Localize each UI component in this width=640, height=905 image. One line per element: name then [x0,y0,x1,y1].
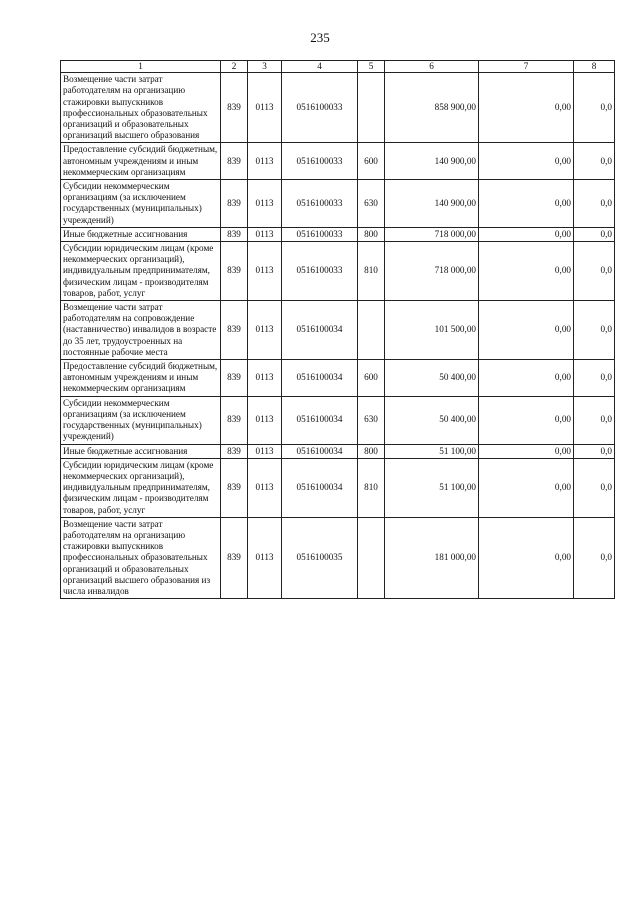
expense-type-cell: 630 [358,180,385,228]
amount-3-cell: 0,0 [574,143,615,180]
amount-2-cell: 0,00 [479,396,574,444]
column-header: 8 [574,61,615,73]
row-name-cell: Возмещение части затрат работодателям на организацию стажировки выпускников профессиональных образовательных организаций и образовательных организаций высшего образования из числа инвалидов [61,517,221,598]
row-name-cell: Возмещение части затрат работодателям на сопровождение (наставничество) инвалидов в возрасте до 35 лет, трудоустроенных на постоянные рабочие места [61,301,221,360]
table-row [61,458,615,517]
admin-code-cell: 839 [221,444,248,458]
expense-type-cell: 810 [358,242,385,301]
amount-2-cell: 0,00 [479,444,574,458]
section-code-cell: 0113 [248,396,282,444]
amount-cell: 51 100,00 [385,458,479,517]
amount-3-cell: 0,0 [574,301,615,360]
section-code-cell: 0113 [248,73,282,143]
section-code-cell: 0113 [248,227,282,241]
amount-cell: 50 400,00 [385,396,479,444]
expense-type-cell: 600 [358,143,385,180]
amount-2-cell: 0,00 [479,143,574,180]
target-article-cell: 0516100035 [282,517,358,598]
amount-2-cell: 0,00 [479,360,574,397]
admin-code-cell: 839 [221,242,248,301]
table-row [61,444,615,458]
amount-2-cell: 0,00 [479,227,574,241]
column-header: 4 [282,61,358,73]
admin-code-cell: 839 [221,360,248,397]
row-name-cell: Субсидии юридическим лицам (кроме некоммерческих организаций), индивидуальным предпринимателям, физическим лицам - производителям товаров, работ, услуг [61,458,221,517]
target-article-cell: 0516100033 [282,143,358,180]
header-row [61,61,615,73]
admin-code-cell: 839 [221,180,248,228]
admin-code-cell: 839 [221,396,248,444]
column-header: 7 [479,61,574,73]
amount-3-cell: 0,0 [574,73,615,143]
row-name-cell: Предоставление субсидий бюджетным, автономным учреждениям и иным некоммерческим организациям [61,360,221,397]
admin-code-cell: 839 [221,301,248,360]
target-article-cell: 0516100033 [282,73,358,143]
budget-table [60,60,615,599]
row-name-cell: Субсидии юридическим лицам (кроме некоммерческих организаций), индивидуальным предпринимателям, физическим лицам - производителям товаров, работ, услуг [61,242,221,301]
table-row [61,242,615,301]
row-name-cell: Субсидии некоммерческим организациям (за исключением государственных (муниципальных) учреждений) [61,396,221,444]
section-code-cell: 0113 [248,517,282,598]
expense-type-cell [358,517,385,598]
section-code-cell: 0113 [248,180,282,228]
table-row [61,517,615,598]
amount-2-cell: 0,00 [479,517,574,598]
row-name-cell: Предоставление субсидий бюджетным, автономным учреждениям и иным некоммерческим организациям [61,143,221,180]
amount-2-cell: 0,00 [479,458,574,517]
amount-cell: 140 900,00 [385,180,479,228]
expense-type-cell: 800 [358,444,385,458]
amount-3-cell: 0,0 [574,242,615,301]
amount-cell: 858 900,00 [385,73,479,143]
amount-3-cell: 0,0 [574,396,615,444]
column-header: 3 [248,61,282,73]
page-number: 235 [310,30,330,45]
expense-type-cell: 800 [358,227,385,241]
amount-cell: 50 400,00 [385,360,479,397]
column-header: 1 [61,61,221,73]
section-code-cell: 0113 [248,242,282,301]
amount-2-cell: 0,00 [479,180,574,228]
admin-code-cell: 839 [221,73,248,143]
amount-3-cell: 0,0 [574,458,615,517]
admin-code-cell: 839 [221,517,248,598]
section-code-cell: 0113 [248,143,282,180]
admin-code-cell: 839 [221,143,248,180]
amount-3-cell: 0,0 [574,444,615,458]
table-row [61,301,615,360]
table-row [61,180,615,228]
amount-cell: 718 000,00 [385,227,479,241]
table-row [61,396,615,444]
amount-2-cell: 0,00 [479,242,574,301]
admin-code-cell: 839 [221,227,248,241]
amount-2-cell: 0,00 [479,301,574,360]
column-header: 6 [385,61,479,73]
section-code-cell: 0113 [248,360,282,397]
amount-cell: 101 500,00 [385,301,479,360]
admin-code-cell: 839 [221,458,248,517]
table-row [61,360,615,397]
target-article-cell: 0516100034 [282,458,358,517]
expense-type-cell [358,73,385,143]
row-name-cell: Возмещение части затрат работодателям на организацию стажировки выпускников профессиональных образовательных организаций и образовательных организаций высшего образования [61,73,221,143]
amount-cell: 718 000,00 [385,242,479,301]
table-row [61,227,615,241]
row-name-cell: Иные бюджетные ассигнования [61,444,221,458]
amount-3-cell: 0,0 [574,517,615,598]
target-article-cell: 0516100034 [282,444,358,458]
amount-cell: 140 900,00 [385,143,479,180]
target-article-cell: 0516100033 [282,242,358,301]
amount-3-cell: 0,0 [574,227,615,241]
amount-3-cell: 0,0 [574,360,615,397]
target-article-cell: 0516100034 [282,396,358,444]
amount-3-cell: 0,0 [574,180,615,228]
section-code-cell: 0113 [248,301,282,360]
target-article-cell: 0516100033 [282,180,358,228]
section-code-cell: 0113 [248,458,282,517]
column-header: 2 [221,61,248,73]
expense-type-cell: 600 [358,360,385,397]
table-row [61,73,615,143]
table-row [61,143,615,180]
expense-type-cell: 810 [358,458,385,517]
row-name-cell: Субсидии некоммерческим организациям (за исключением государственных (муниципальных) учреждений) [61,180,221,228]
expense-type-cell: 630 [358,396,385,444]
target-article-cell: 0516100034 [282,360,358,397]
expense-type-cell [358,301,385,360]
amount-cell: 51 100,00 [385,444,479,458]
target-article-cell: 0516100034 [282,301,358,360]
target-article-cell: 0516100033 [282,227,358,241]
column-header: 5 [358,61,385,73]
amount-cell: 181 000,00 [385,517,479,598]
amount-2-cell: 0,00 [479,73,574,143]
section-code-cell: 0113 [248,444,282,458]
row-name-cell: Иные бюджетные ассигнования [61,227,221,241]
